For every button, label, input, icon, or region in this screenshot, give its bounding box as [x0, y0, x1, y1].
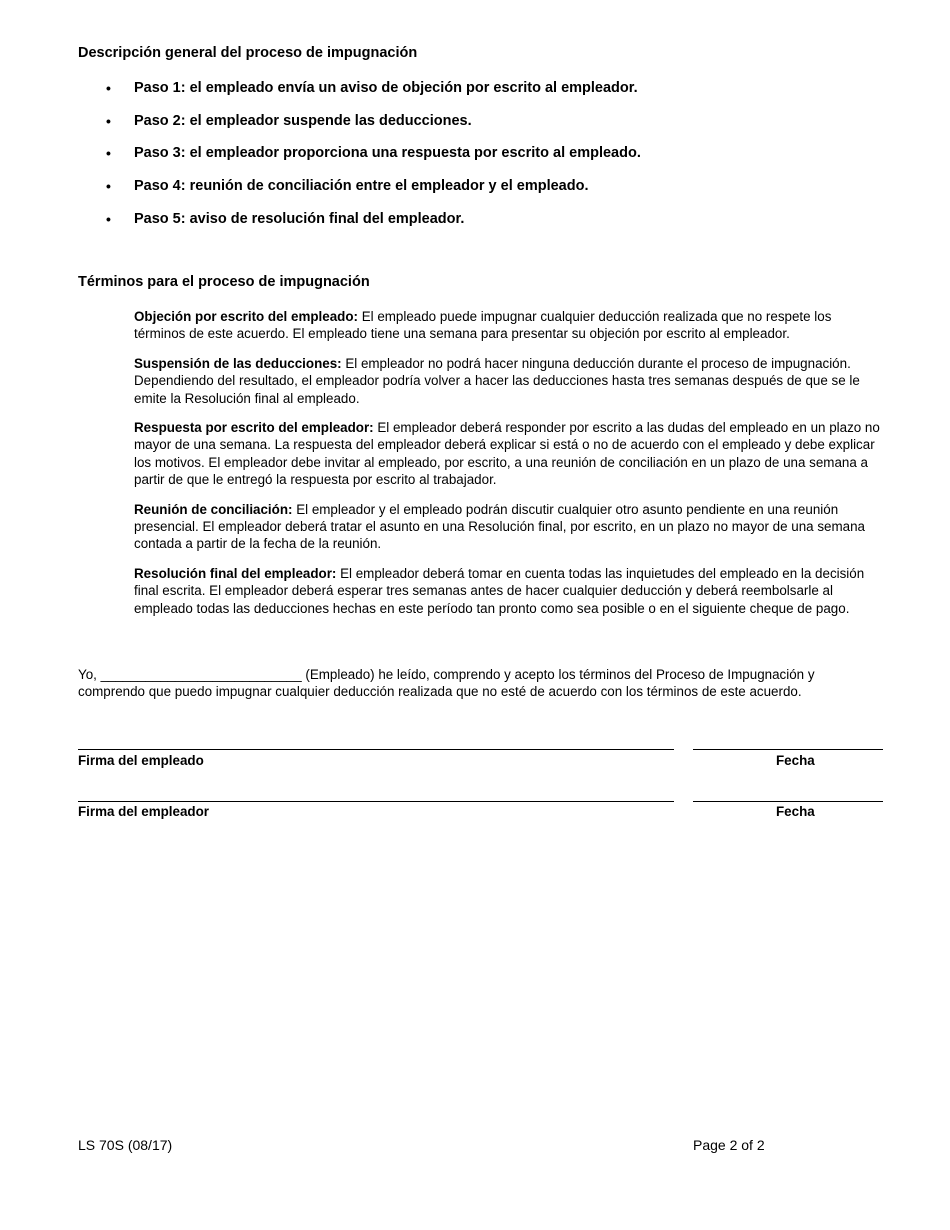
term-employer-response [134, 419, 886, 489]
step-item-3 [106, 144, 641, 177]
step-text: Paso 3: el empleador proporciona una respuesta por escrito al empleado. [134, 145, 641, 162]
employee-signature-label: Firma del empleado [78, 753, 204, 768]
terms-title: Términos para el proceso de impugnación [78, 274, 370, 290]
step-item-2 [106, 112, 641, 145]
term-text: El empleador no podrá hacer ninguna deducción durante el proceso de impugnación. Dependiendo del resultado, el empleador podría volver a hacer las deducciones hasta tres semanas después de que se le emite la Resolución final al empleado. [134, 355, 860, 406]
term-text: El empleador deberá responder por escrito a las dudas del empleado en un plazo no mayor de una semana. La respuesta del empleador deberá explicar si está o no de acuerdo con el empleado y debe explicar los motivos. El empleador debe invitar al empleado, por escrito, a una reunión de conciliación en un plazo de una semana a partir de que le entregó la respuesta por escrito al trabajador. [134, 420, 880, 488]
employer-signature-label: Firma del empleador [78, 804, 209, 819]
employer-signature-line[interactable] [78, 801, 674, 802]
step-text: Paso 5: aviso de resolución final del empleador. [134, 210, 465, 227]
step-text: Paso 2: el empleador suspende las deducciones. [134, 112, 472, 129]
term-label: Suspensión de las deducciones: [134, 355, 342, 371]
step-item-1 [106, 79, 641, 112]
page-number: Page 2 of 2 [693, 1137, 765, 1153]
step-item-5 [106, 210, 641, 243]
term-deduction-suspension [134, 355, 886, 407]
step-text: Paso 1: el empleado envía un aviso de objeción por escrito al empleador. [134, 80, 638, 96]
employee-date-label: Fecha [776, 753, 815, 768]
bullet-icon: • [106, 145, 111, 162]
term-label: Resolución final del empleador: [134, 565, 337, 581]
term-label: Reunión de conciliación: [134, 501, 293, 517]
bullet-icon: • [106, 210, 111, 227]
employee-date-line[interactable] [693, 749, 883, 750]
employer-date-label: Fecha [776, 804, 815, 819]
term-conciliation-meeting [134, 501, 886, 553]
term-text: El empleador deberá tomar en cuenta todas las inquietudes del empleado en la decisión final escrita. El empleador deberá esperar tres semanas antes de hacer cualquier deducción y deberá reembolsarle al empleado todas las deducciones hechas en este período tan pronto como sea posible o en el siguiente cheque de pago. [134, 565, 865, 616]
term-text: El empleador y el empleado podrán discutir cualquier otro asunto pendiente en una reunión presencial. El empleador deberá tratar el asunto en una Resolución final, por escrito, en un plazo no mayor de una semana contada a partir de la fecha de la reunión. [134, 501, 865, 552]
bullet-icon: • [106, 80, 111, 96]
term-text: El empleado puede impugnar cualquier deducción realizada que no respete los términos de este acuerdo. El empleado tiene una semana para presentar su objeción por escrito al empleador. [134, 309, 832, 342]
term-employee-objection [134, 308, 886, 343]
form-code: LS 70S (08/17) [78, 1137, 173, 1153]
term-label: Respuesta por escrito del empleador: [134, 420, 374, 436]
employer-date-line[interactable] [693, 801, 883, 802]
step-text: Paso 4: reunión de conciliación entre el empleador y el empleado. [134, 178, 589, 195]
bullet-icon: • [106, 178, 111, 195]
employee-signature-line[interactable] [78, 749, 674, 750]
overview-title: Descripción general del proceso de impugnación [78, 45, 418, 61]
step-item-4 [106, 177, 641, 210]
bullet-icon: • [106, 112, 111, 129]
terms-section [134, 308, 886, 629]
term-label: Objeción por escrito del empleado: [134, 309, 358, 324]
term-final-resolution [134, 565, 886, 617]
steps-list [106, 79, 641, 242]
acknowledgement-text: Yo, ___________________________ (Empleado) he leído, comprendo y acepto los términos del Proceso de Impugnación y comprendo que puedo impugnar cualquier deducción realizada que no esté de acuerdo con los términos de este acuerdo. [78, 667, 815, 700]
